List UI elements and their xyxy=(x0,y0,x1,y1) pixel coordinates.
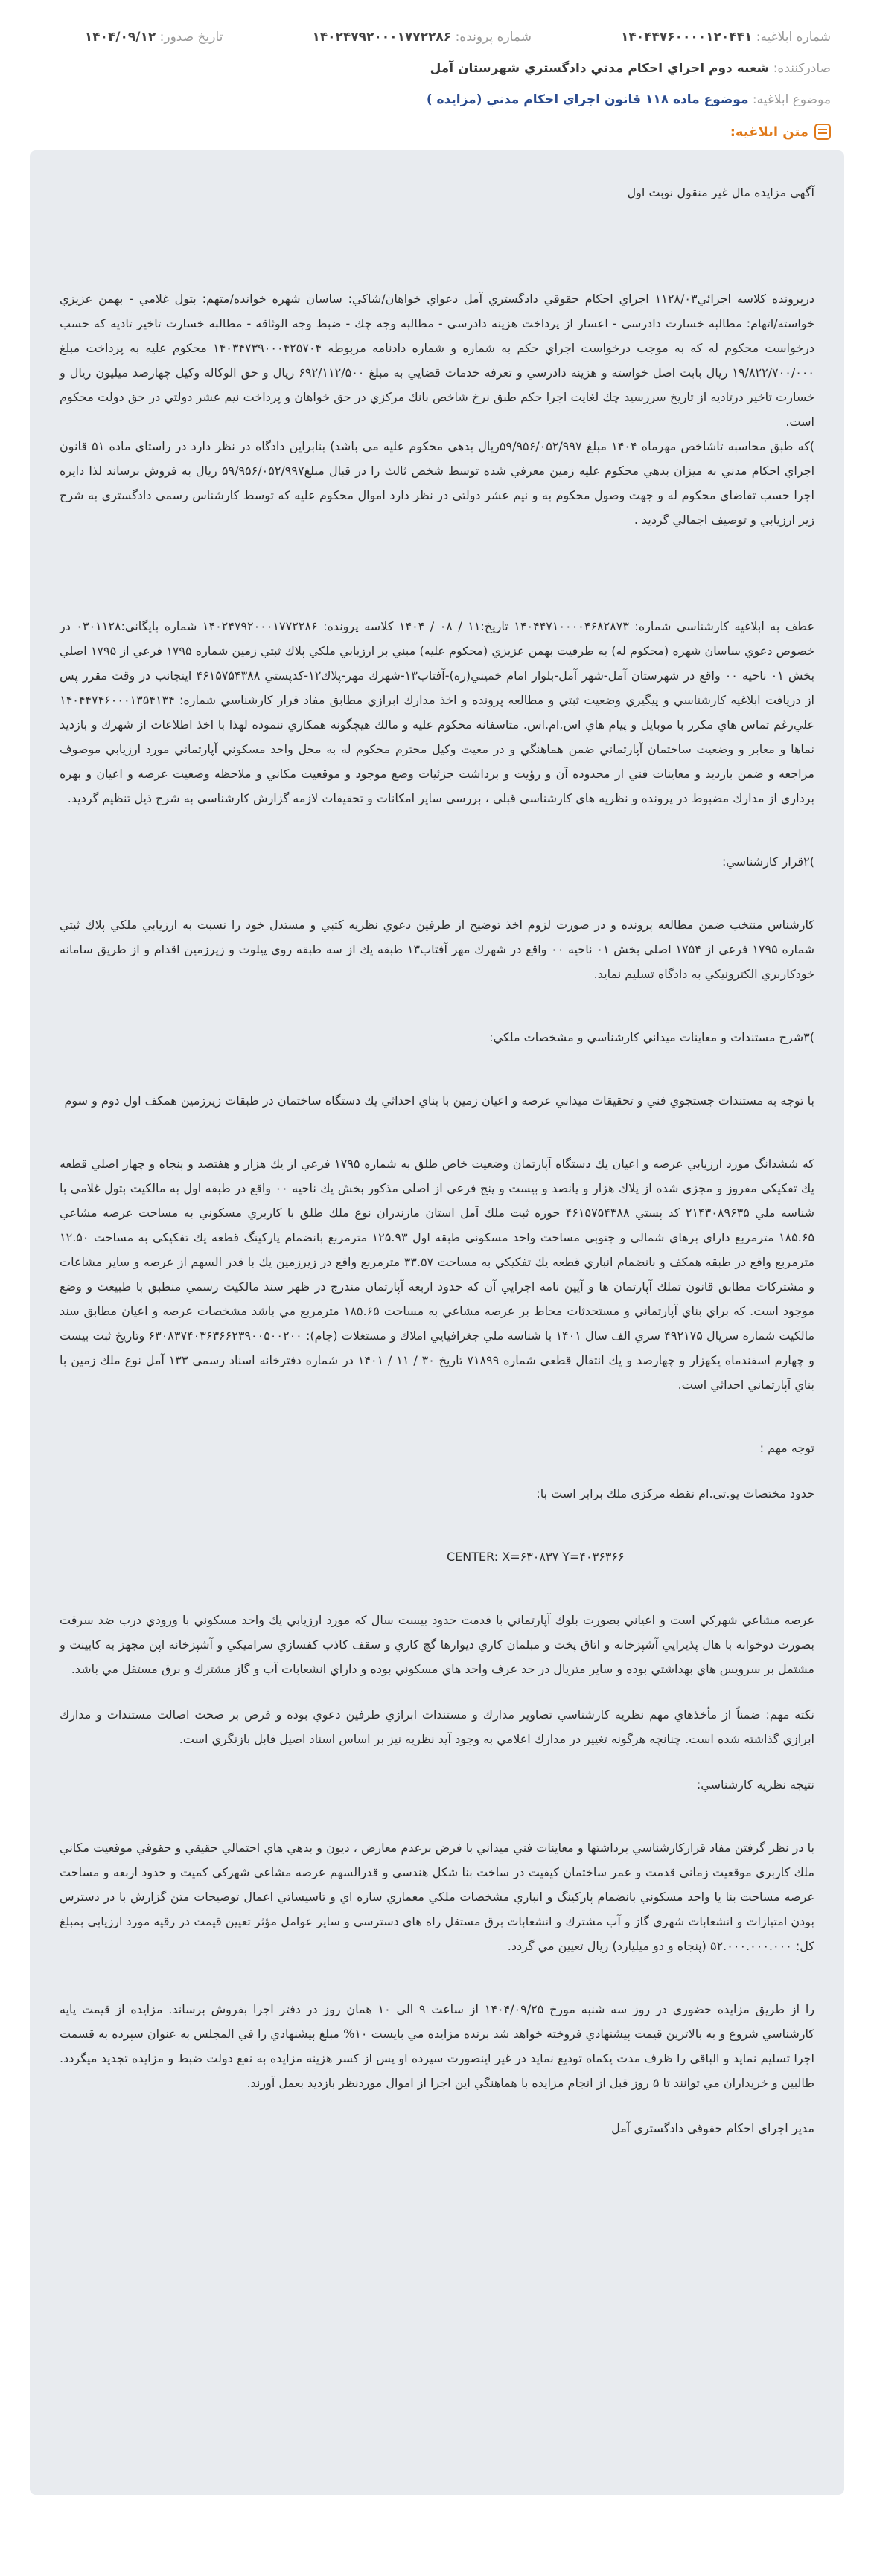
document-icon xyxy=(814,124,831,140)
body-paragraph: نكته مهم: ضمناً از مأخذهاي مهم نظريه كارشناسي تصاوير مدارك و مستندات ابرازي طرفين دعوي بوده و فرض بر صحت اصالت مستندات و مدارك ابرازي گذاشته شده است. چنانچه هرگونه تغيير در مدارك اعلامي به وجود آيد نظريه نيز بر اساس اسناد اصيل قابل بازنگري است. xyxy=(60,1707,814,1746)
body-heading: )۲قرار كارشناسي: xyxy=(721,854,814,869)
body-heading: توجه مهم : xyxy=(759,1441,814,1455)
notice-header xyxy=(0,0,874,107)
body-paragraph: عرصه مشاعي شهركي است و اعياني بصورت بلوك آپارتماني با قدمت حدود بيست سال كه مورد ارزيابي يك واحد مسكوني با ورودي درب ضد سرقت بصورت دوخوابه با هال پذيرايي آشپزخانه و اتاق پخت و مبلمان كاري ديوارها گچ كاري و سقف كاذب كفسازي سراميكي و آشپزخانه اپن مجهز به كابينت و مشتمل بر سرويس هاي بهداشتي بوده و ساير متريال در حد عرف واحد هاي مسكوني بوده و داراي انشعابات آب و گاز مشترك و برق مستقل مي باشد. xyxy=(60,1613,814,1676)
body-paragraph: عطف به ابلاغيه كارشناسي شماره: ۱۴۰۴۴۷۱۰۰۰۰۴۶۸۲۸۷۳ تاريخ:۱۱ / ۰۸ / ۱۴۰۴ كلاسه پرونده: ۱۴۰۲۴۷۹۲۰۰۰۱۷۷۲۲۸۶ شماره بايگاني:۰۳۰۱۱۲۸ در خصوص دعوي ساسان شهره (محكوم له) به طرفيت بهمن عزيزي (محكوم عليه) مبني بر ارزيابي ملكي پلاك ثبتي زمين شماره ۱۷۹۵ فرعي از ۱۷۹۵ اصلي بخش ۰۱ ناحيه ۰۰ واقع در شهرستان آمل-شهر آمل-بلوار امام خميني(ره)-آفتاب۱۳-شهرك مهر-پلاك۱۲-كدپستي ۴۶۱۵۷۵۴۳۸۸ اينجانب در وقت مقرر پس از دريافت ابلاغيه كارشناسي و پيگيري وضعيت ثبتي و مطالعه پرونده و اخذ مدارك ابرازي مطابق مفاد قرار كارشناسي شماره: ۱۴۰۴۴۷۴۶۰۰۰۱۳۵۴۱۳۴ علي‌رغم تماس هاي مكرر با موبايل و پيام هاي اس.ام.اس. متاسفانه محكوم عليه و مالك هيچگونه همكاري ننموده لهذا با اخذ اطلاعات از شهرك و بازديد نماها و معابر و وضعيت ساختمان آپارتماني ضمن هماهنگي و در معيت وكيل محترم محكوم له به محل واحد مسكوني آپارتماني مورد ارزيابي موصوف مراجعه و ضمن بازديد و معاينات فني از محدوده آن و رؤيت و برداشت جزئيات وضع موجود و موقعيت مكاني و ملاحظه وضعيت عرصه و اعيان و بهره برداري از مدارك مضبوط در پرونده و نظريه هاي كارشناسي قبلي ، بررسي ساير امكانات و تحقيقات لازمه گزارش كارشناسي به شرح ذيل تنظيم گرديد. xyxy=(60,619,815,805)
notice-subject: موضوع ابلاغیه: موضوع ماده ۱۱۸ قانون اجراي احكام مدني (مزايده ) xyxy=(426,92,831,107)
body-paragraph: با در نظر گرفتن مفاد قراركارشناسي برداشتها و معاينات فني ميداني با فرض برعدم معارض ، ديون و بدهي هاي احتمالي حقيقي و حقوقي موقعيت مكاني ملك كاربري موقعيت زماني قدمت و عمر ساختمان كيفيت در ساخت بنا شكل هندسي و قدرالسهم عرصه مشاعي شهركي كميت و حدود اربعه و مساحت عرصه مساحت بنا يا واحد مسكوني بانضمام پاركينگ و انباري مشخصات ملكي معماري سازه اي و تاسيساتي اعمال توضيحات متن گزارش با در دسترس بودن امتيازات و انشعابات شهري گاز و آب مشترك و انشعابات برق مستقل راه هاي دسترسي و ساير عوامل مؤثر تعيين قيمت در رقيه مورد ارزيابي بمبلغ كل: ۵۲.۰۰۰.۰۰۰.۰۰۰ (پنجاه و دو ميليارد) ريال تعيين مي گردد. xyxy=(60,1841,814,1953)
signature-line: مدير اجراي احكام حقوقي دادگستري آمل xyxy=(611,2121,814,2135)
body-title: آگهي مزايده مال غير منقول نوبت اول xyxy=(627,185,814,199)
notice-body xyxy=(30,150,844,2495)
notice-number: شماره ابلاغیه: ۱۴۰۴۴۷۶۰۰۰۰۱۲۰۴۴۱ xyxy=(620,30,831,45)
body-paragraph: كه ششدانگ مورد ارزيابي عرصه و اعيان يك دستگاه آپارتمان وضعيت خاص طلق به شماره ۱۷۹۵ فرعي از يك هزار و هفتصد و پنجاه و چهار اصلي قطعه يك تفكيكي مفروز و مجزي شده از پلاك هزار و پانصد و بيست و پنج فرعي از اصلي مذكور بخش يك ناحيه ۰۰ واقع در طبقه اول به مالكيت بتول غلامي با شناسه ملي ۲۱۴۳۰۸۹۶۳۵ كد پستي ۴۶۱۵۷۵۴۳۸۸ حوزه ثبت ملك آمل استان مازندران نوع ملك طلق با كاربري مسكوني به مساحت عرصه مشاعي ۱۸۵.۶۵ مترمربع داراي برهاي شمالي و جنوبي مساحت واحد مسكوني طبقه اول ۱۲۵.۹۳ مترمربع بانضمام پاركينگ قطعه يك تفكيكي به مساحت ۱۲.۵۰ مترمربع واقع در طبقه همكف و بانضمام انباري قطعه يك تفكيكي به مساحت ۳۳.۵۷ مترمربع واقع در زيرزمين يك با قدر السهم از عرصه و ساير مشاعات و مشتركات مطابق قانون تملك آپارتمان ها و آيين نامه اجرايي آن كه حدود اربعه آپارتمان مندرج در ظهر سند مالكيت رسمي منطبق با طبيعت و وضع موجود است. كه براي بناي آپارتماني و مستحدثات محاط بر عرصه مشاعي به مساحت ۱۸۵.۶۵ مترمربع مي باشد مشخصات عرصه و اعيان مطابق سند مالكيت شماره سريال ۴۹۲۱۷۵ سري الف سال ۱۴۰۱ با شناسه ملي جغرافيايي املاك و مستغلات (جام): ۶۳۰۸۳۷۴۰۳۶۳۶۶۲۳۹۰۰۵۰۰۲۰۰ وتاريخ ثبت بيست و چهارم اسفندماه يكهزار و چهارصد و يك انتقال قطعي شماره ۷۱۸۹۹ تاريخ ۳۰ / ۱۱ / ۱۴۰۱ در شماره دفترخانه اسناد رسمي ۱۳۳ آمل نوع ملك زمين با بناي آپارتماني احداثي است. xyxy=(60,1157,815,1392)
body-paragraph: درپرونده كلاسه اجرائي۱۱۲۸/۰۳ اجراي احكام حقوقي دادگستري آمل دعواي خواهان/شاكي: ساسان شهره خوانده/متهم: بتول غلامي - بهمن عزيزي خواسته/اتهام: مطالبه خسارت دادرسي - اعسار از پرداخت هزينه دادرسي - مطالبه وجه چك - ضبط وجه الوثاقه - مطالبه خسارت تاخير تاديه كه حسب درخواست محكوم له كه به موجب درخواست اجراي حكم به شماره و شماره دادنامه مربوطه ۱۴۰۳۴۷۳۹۰۰۰۴۲۵۷۰۴ محكوم عليه به پرداخت مبلغ ۱۹/۸۲۲/۷۰۰/۰۰۰ ريال بابت اصل خواسته و هزينه دادرسي و تعرفه خدمات قضايي به مبلغ ۶۹۲/۱۱۲/۵۰۰ ريال و حق الوكاله وكيل چهارصد ميليون ريال و خسارت تاخير درتاديه از تاريخ سررسيد چك لغايت اجرا حكم طبق نرخ شاخص بانك مركزي در حق خواهان و پرداخت نيم عشر دولتي در حق دولت محكوم است. xyxy=(60,292,815,429)
body-paragraph: )كه طبق محاسبه تاشاخص مهرماه ۱۴۰۴ مبلغ ۵۹/۹۵۶/۰۵۲/۹۹۷ريال بدهي محكوم عليه مي باشد) بنابراين دادگاه در نظر دارد در راستاي ماده ۵۱ قانون اجراي احكام مدني به ميزان بدهي محكوم عليه زمين معرفي شده توسط شخص ثالث را در قبال مبلغ۵۹/۹۵۶/۰۵۲/۹۹۷ ريال به فروش برساند لذا دايره اجرا حسب تقاضاي محكوم له و جهت وصول محكوم به و نيم عشر دولتي در نظر دارد اموال محكوم عليه كه توسط كارشناس رسمي دادگستري به شرح زير ارزيابي و توصيف اجمالي گرديد . xyxy=(60,439,815,527)
body-paragraph: با توجه به مستندات جستجوي فني و تحقيقات ميداني عرصه و اعيان زمين با بناي احداثي يك دستگاه ساختمان در طبقات زيرزمين همكف اول دوم و سوم xyxy=(64,1093,814,1108)
body-heading: نتيجه نظريه كارشناسي: xyxy=(696,1777,814,1792)
body-heading: )۳شرح مستندات و معاينات ميداني كارشناسي و مشخصات ملكي: xyxy=(489,1030,814,1044)
utm-center: CENTER: X=۶۳۰۸۳۷ Y=۴۰۳۶۳۶۶ xyxy=(447,1550,625,1564)
body-paragraph: كارشناس منتخب ضمن مطالعه پرونده و در صورت لزوم اخذ توضيح از طرفين دعوي نظريه كتبي و مستدل خود را نسبت به ارزيابي ملكي پلاك ثبتي شماره ۱۷۹۵ فرعي از ۱۷۵۴ اصلي بخش ۰۱ ناحيه ۰۰ واقع در شهرك مهر آفتاب۱۳ طبقه يك از سه طبقه روي پيلوت و زيرزمين اقدام و از طريق سامانه خودكاربري الكترونيكي به دادگاه تسليم نمايد. xyxy=(60,918,815,981)
issue-date: تاریخ صدور: ۱۴۰۴/۰۹/۱۲ xyxy=(84,30,223,45)
body-paragraph: را از طريق مزايده حضوري در روز سه شنبه مورخ ۱۴۰۴/۰۹/۲۵ از ساعت ۹ الي ۱۰ همان روز در دفتر اجرا بفروش برساند. مزايده از قيمت پايه كارشناسي شروع و به بالاترين قيمت پيشنهادي فروخته خواهد شد برنده مزايده مي بايست ۱۰% مبلغ پيشنهادي را في المجلس به عنوان سپرده به قسمت اجرا تسليم نمايد و الباقي را ظرف مدت يكماه توديع نمايد در غير اينصورت سپرده او پس از كسر هزينه مزايده به نفع دولت ضبط و مزايده تجديد ميگردد. طالبين و خريداران مي توانند تا ۵ روز قبل از انجام مزايده با هماهنگي اين اجرا از اموال موردنظر بازديد بعمل آورند. xyxy=(60,2002,815,2090)
case-number: شماره پرونده: ۱۴۰۲۴۷۹۲۰۰۰۱۷۷۲۲۸۶ xyxy=(312,30,532,45)
issuer: صادرکننده: شعبه دوم اجراي احكام مدني دادگستري شهرستان آمل xyxy=(430,61,831,76)
meta-row xyxy=(43,30,831,45)
notice-text-heading: متن ابلاغیه: xyxy=(0,124,874,140)
body-paragraph: حدود مختصات يو.تي.ام نقطه مركزي ملك برابر است با: xyxy=(536,1486,814,1500)
